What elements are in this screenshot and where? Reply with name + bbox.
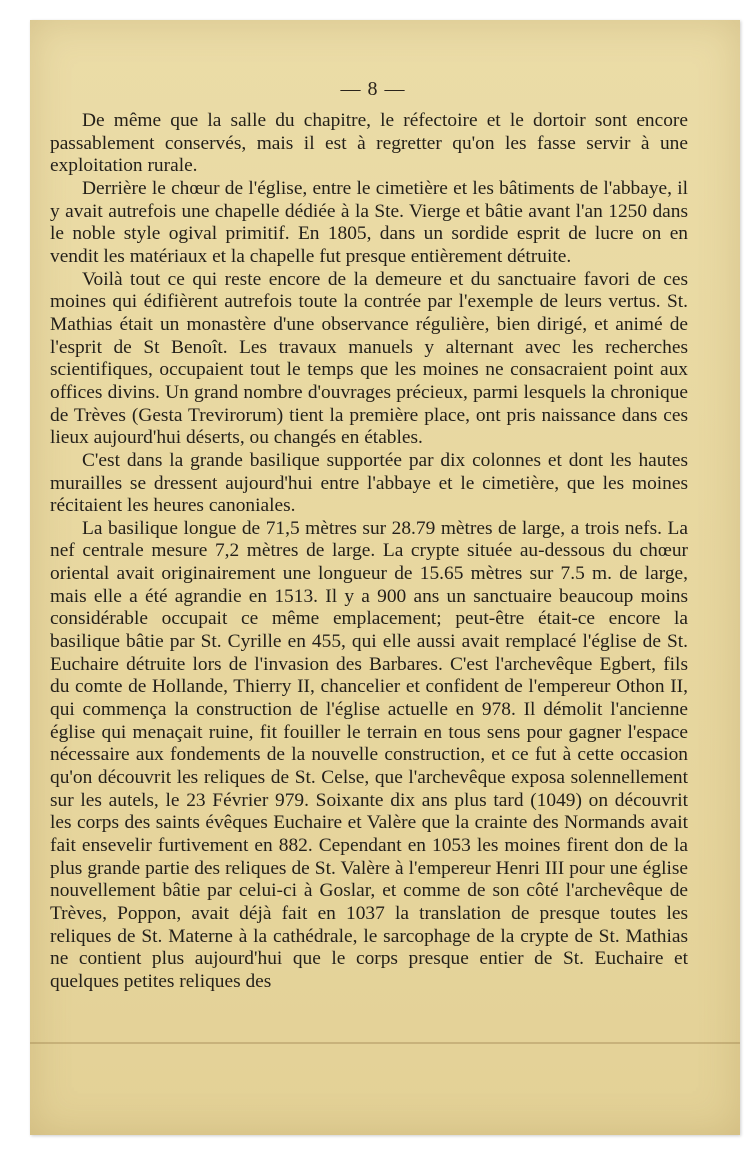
- paragraph: De même que la salle du chapitre, le réfectoire et le dortoir sont encore passablement conservés, mais il est à regretter qu'on les fasse servir à une exploitation rurale.: [50, 110, 688, 177]
- body-text: [50, 110, 688, 994]
- paragraph: C'est dans la grande basilique supportée par dix colonnes et dont les hautes murailles se dressent aujourd'hui entre l'abbaye et le cimetière, que les moines récitaient les heures canoniales.: [50, 449, 688, 517]
- page-fold-line: [30, 1042, 740, 1044]
- paragraph: Voilà tout ce qui reste encore de la demeure et du sanctuaire favori de ces moines qui édifièrent autrefois toute la contrée par l'exemple de leurs vertus. St. Mathias était un monastère d'une observance régulière, bien dirigé, et animé de l'esprit de St Benoît. Les travaux manuels y alternant avec les recherches scientifiques, occupaient tout le temps que les moines ne consacraient point aux offices divins. Un grand nombre d'ouvrages précieux, parmi lesquels la chronique de Trèves (Gesta Trevirorum) tient la première place, ont pris naissance dans ces lieux aujourd'hui déserts, ou changés en étables.: [50, 268, 688, 449]
- paragraph: Derrière le chœur de l'église, entre le cimetière et les bâtiments de l'abbaye, il y avait autrefois une chapelle dédiée à la Ste. Vierge et bâtie avant l'an 1250 dans le noble style ogival primitif. En 1805, dans un sordide esprit de lucre on en vendit les matériaux et la chapelle fut presque entièrement détruite.: [50, 177, 688, 267]
- paragraph: La basilique longue de 71,5 mètres sur 28.79 mètres de large, a trois nefs. La nef centrale mesure 7,2 mètres de large. La crypte située au-dessous du chœur oriental avait originairement une longueur de 15.65 mètres sur 7.5 m. de large, mais elle a été agrandie en 1513. Il y a 900 ans un sanctuaire beaucoup moins considérable occupait ce même emplacement; peut-être était-ce encore la basilique bâtie par St. Cyrille en 455, qui elle aussi avait remplacé l'église de St. Euchaire détruite lors de l'invasion des Barbares. C'est l'archevêque Egbert, fils du comte de Hollande, Thierry II, chancelier et confident de l'empereur Othon II, qui commença la construction de l'église actuelle en 978. Il démolit l'ancienne église qui menaçait ruine, fit fouiller le terrain en tous sens pour gagner l'espace nécessaire aux fondements de la nouvelle construction, et ce fut à cette occasion qu'on découvrit les reliques de St. Celse, que l'archevêque exposa solennellement sur les autels, le 23 Février 979. Soixante dix ans plus tard (1049) on découvrit les corps des saints évêques Euchaire et Valère que la crainte des Normands avait fait ensevelir furtivement en 882. Cependant en 1053 les moines firent don de la plus grande partie des reliques de St. Valère à l'empereur Henri III pour une église nouvellement bâtie par celui-ci à Goslar, et comme de son côté l'archevêque de Trèves, Poppon, avait déjà fait en 1037 la translation de presque toutes les reliques de St. Materne à la cathédrale, le sarcophage de la crypte de St. Mathias ne contient plus aujourd'hui que le corps presque entier de St. Euchaire et quelques petites reliques des: [50, 517, 688, 992]
- page-number: — 8 —: [340, 78, 406, 100]
